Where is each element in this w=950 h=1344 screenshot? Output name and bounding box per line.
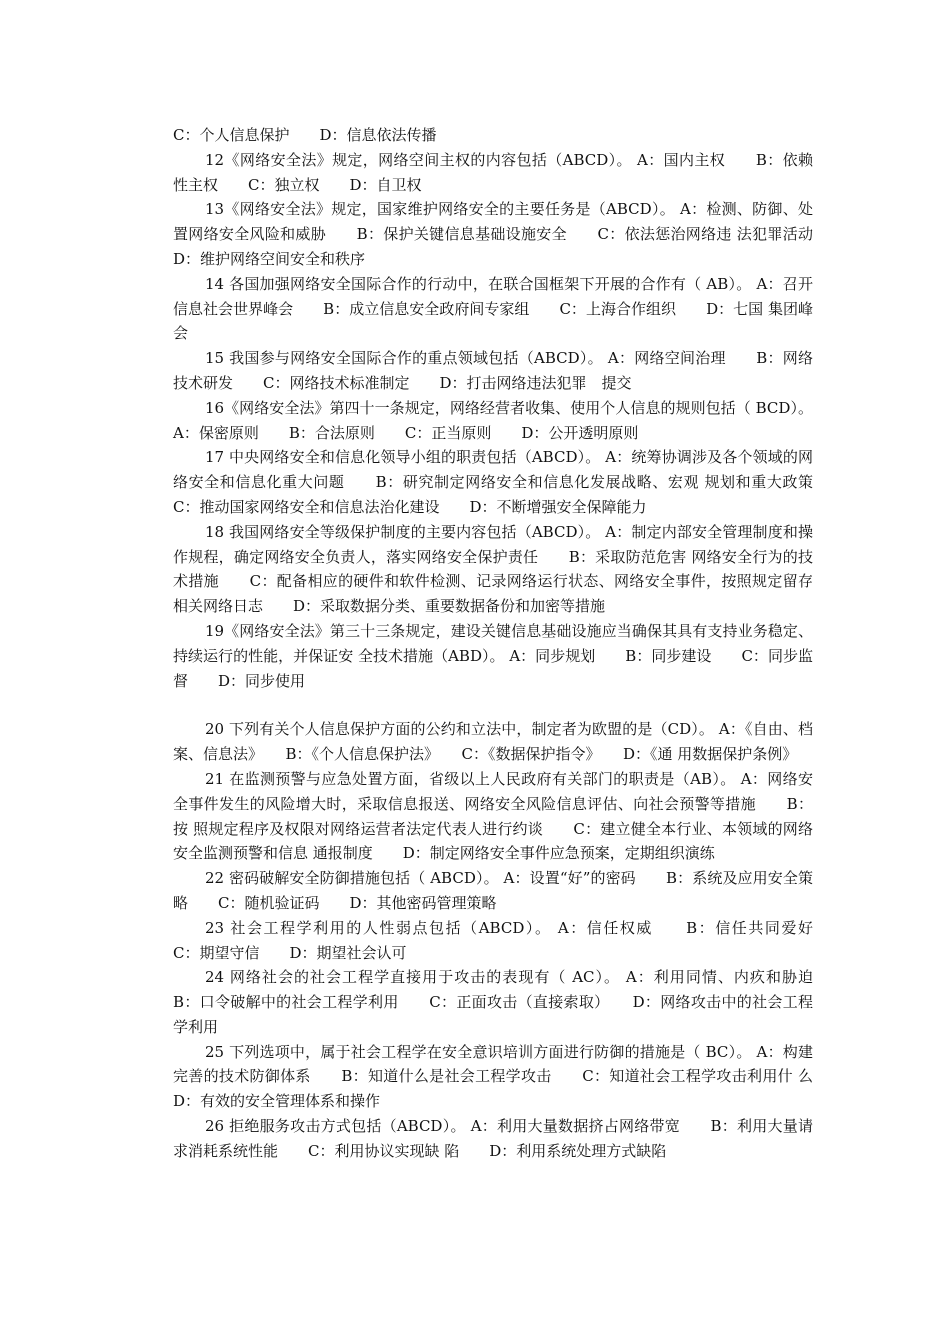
- question-24: 24 网络社会的社会工程学直接用于攻击的表现有（ AC）。 A：利用同情、内疚和胁迫 B：口令破解中的社会工程学利用 C：正面攻击（直接索取） D：网络攻击中的社会工程学利用: [173, 968, 844, 1036]
- question-26: 26 拒绝服务攻击方式包括（ABCD）。 A：利用大量数据挤占网络带宽 B：利用大量请求消耗系统性能 C：利用协议实现缺 陷 D：利用系统处理方式缺陷: [173, 1117, 813, 1160]
- question-20: 20 下列有关个人信息保护方面的公约和立法中，制定者为欧盟的是（CD）。 A：《自由、档案、信息法》 B：《个人信息保护法》 C：《数据保护指令》 D：《通 用数据保护条例》: [173, 720, 813, 764]
- question-25: 25 下列选项中，属于社会工程学在安全意识培训方面进行防御的措施是（ BC）。 A：构建完善的技术防御体系 B：知道什么是社会工程学攻击 C：知道社会工程学攻击利用什 么 D：有效的安全管理体系和操作: [173, 1042, 844, 1111]
- question-17: 17 中央网络安全和信息化领导小组的职责包括（ABCD）。 A：统筹协调涉及各个领域的网络安全和信息化重大问题 B：研究制定网络安全和信息化发展战略、宏观 规划和重大政策 C：推动国家网络安全和信息法治化建设 D：不断增强安全保障能力: [173, 448, 844, 516]
- question-21: 21 在监测预警与应急处置方面，省级以上人民政府有关部门的职责是（AB）。 A：网络安全事件发生的风险增大时，采取信息报送、网络安全风险信息评估、向社会预警等措施 B：按 照规定程序及权限对网络运营者法定代表人进行约谈 C：建立健全本行业、本领域的网络安全监测预警和信息 通报制度 D：制定网络安全事件应急预案，定期组织演练: [173, 769, 813, 863]
- question-12: 12《网络安全法》规定，网络空间主权的内容包括（ABCD）。 A：国内主权 B：依赖性主权 C：独立权 D：自卫权: [173, 150, 813, 194]
- question-23: 23 社会工程学利用的人性弱点包括（ABCD）。 A：信任权威 B：信任共同爱好 C：期望守信 D：期望社会认可: [173, 918, 844, 962]
- option-line-continuation: C：个人信息保护 D：信息依法传播: [173, 126, 437, 144]
- question-18: 18 我国网络安全等级保护制度的主要内容包括（ABCD）。 A：制定内部安全管理制度和操作规程，确定网络安全负责人，落实网络安全保护责任 B：采取防范危害 网络安全行为的技术措施 C：配备相应的硬件和软件检测、记录网络运行状态、网络安全事件，按照规定留存 相关网络日志 D：采取数据分类、重要数据备份和加密等措施: [173, 522, 813, 616]
- question-15: 15 我国参与网络安全国际合作的重点领域包括（ABCD）。 A：网络空间治理 B：网络技术研发 C：网络技术标准制定 D：打击网络违法犯罪 提交: [173, 349, 813, 392]
- question-14: 14 各国加强网络安全国际合作的行动中，在联合国框架下开展的合作有（ AB）。 A：召开信息社会世界峰会 B：成立信息安全政府间专家组 C：上海合作组织 D：七国 集团峰会: [173, 274, 813, 343]
- question-22: 22 密码破解安全防御措施包括（ ABCD）。 A：设置“好”的密码 B：系统及应用安全策略 C：随机验证码 D：其他密码管理策略: [173, 869, 813, 912]
- question-16: 16《网络安全法》第四十一条规定，网络经营者收集、使用个人信息的规则包括（ BCD）。 A：保密原则 B：合法原则 C：正当原则 D：公开透明原则: [173, 398, 813, 442]
- document-page: [173, 123, 844, 1164]
- question-13: 13《网络安全法》规定，国家维护网络安全的主要任务是（ABCD）。 A：检测、防御、处置网络安全风险和威胁 B：保护关键信息基础设施安全 C：依法惩治网络违 法犯罪活动 D：维护网络空间安全和秩序: [173, 200, 844, 268]
- question-19: 19《网络安全法》第三十三条规定，建设关键信息基础设施应当确保其具有支持业务稳定、持续运行的性能，并保证安 全技术措施（ABD）。 A：同步规划 B：同步建设 C：同步监督 D：同步使用: [173, 621, 813, 690]
